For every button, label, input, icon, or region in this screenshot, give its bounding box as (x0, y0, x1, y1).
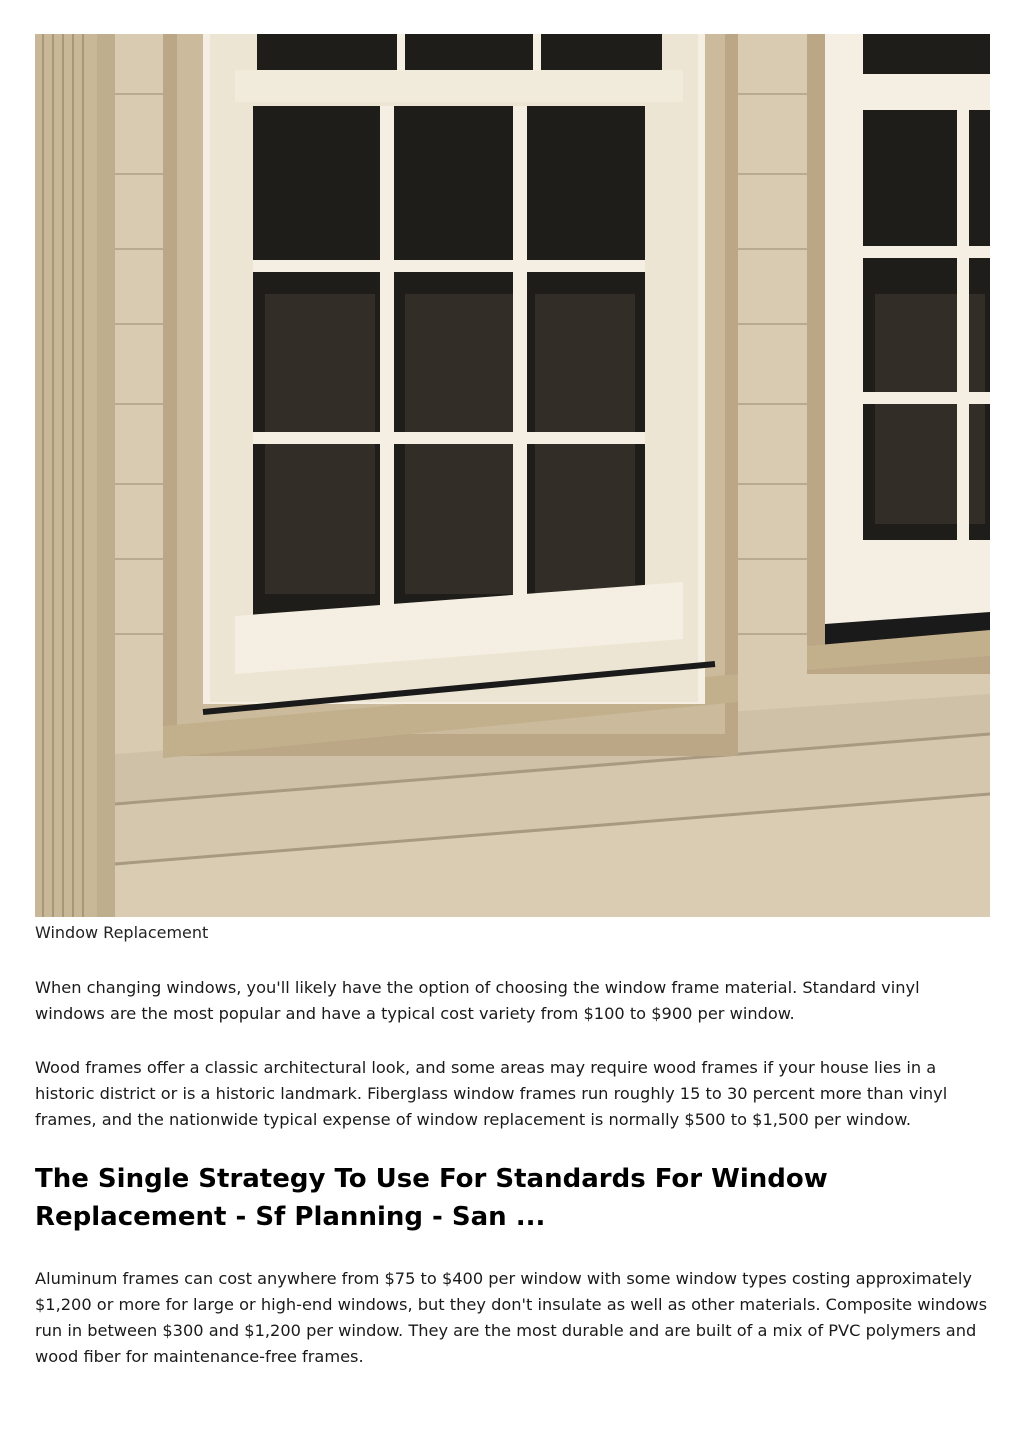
paragraph-vinyl: When changing windows, you'll likely have the option of choosing the window frame material. Standard vinyl windows are the most popular and have a typical cost variety from $100 to $900 per window. (35, 978, 920, 1023)
section-heading: The Single Strategy To Use For Standards For Window Replacement - Sf Planning - San ... (35, 1164, 828, 1232)
paragraph-aluminum-composite: Aluminum frames can cost anywhere from $75 to $400 per window with some window types costing approximately $1,200 or more for large or high-end windows, but they don't insulate as well as other materials. Composite windows run in between $300 and $1,200 per window. They are the most durable and are built of a mix of PVC polymers and wood fiber for maintenance-free frames. (35, 1269, 988, 1366)
paragraph-wood-fiberglass: Wood frames offer a classic architectural look, and some areas may require wood frames if your house lies in a historic district or is a historic landmark. Fiberglass window frames run roughly 15 to 30 percent more than vinyl frames, and the nationwide typical expense of window replacement is normally $500 to $1,500 per window. (35, 1058, 948, 1129)
figure-caption: Window Replacement (35, 923, 209, 942)
window-photo (35, 34, 990, 917)
